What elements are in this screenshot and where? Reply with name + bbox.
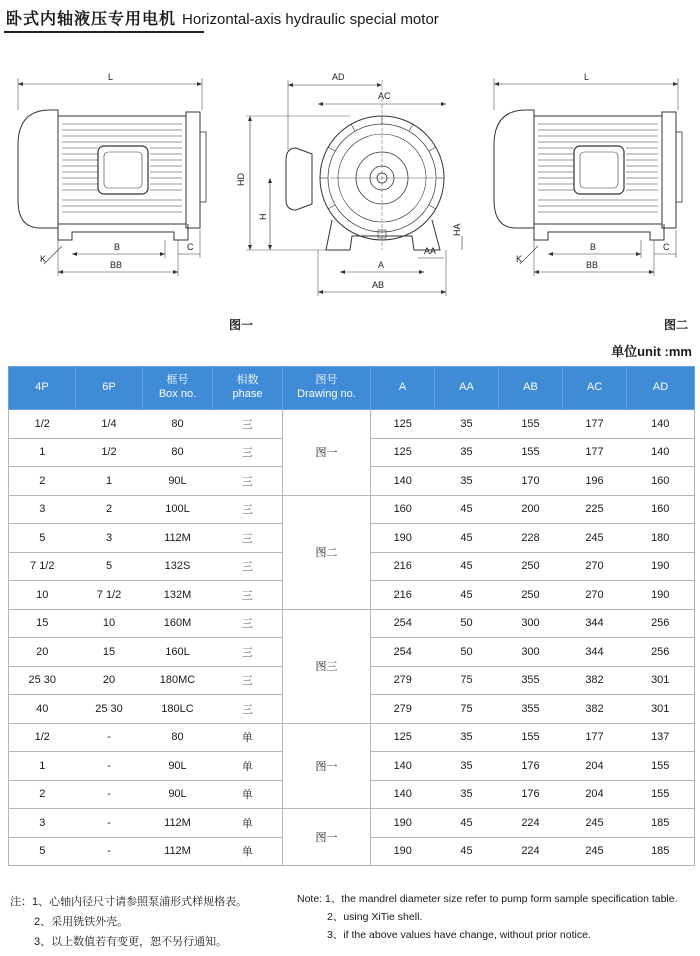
title-en: Horizontal-axis hydraulic special motor [182,11,439,28]
drawing-no-cell: 图三 [283,609,371,723]
cell-aa: 45 [435,837,499,866]
cell-a: 254 [371,638,435,667]
dim-AA: AA [424,246,437,256]
cell-ab: 300 [499,638,563,667]
cell-p4: 3 [9,809,76,838]
note-cn-2: 2、采用铣铁外壳。 [34,916,129,928]
cell-ac: 344 [563,638,627,667]
cell-ad: 160 [627,467,695,496]
cell-aa: 50 [435,638,499,667]
cell-p4: 10 [9,581,76,610]
cell-ab: 250 [499,581,563,610]
cell-p6: 1 [76,467,143,496]
cell-a: 216 [371,552,435,581]
cell-aa: 35 [435,780,499,809]
cell-p4: 40 [9,695,76,724]
dim-B-left: B [114,242,121,252]
dim-B-right: B [590,242,597,252]
cell-p6: 1/4 [76,410,143,439]
column-header: 相数 phase [213,367,283,410]
cell-p6: 20 [76,666,143,695]
dim-A: A [378,260,385,270]
cell-ab: 170 [499,467,563,496]
cell-ad: 190 [627,552,695,581]
cell-phase: 三 [213,609,283,638]
column-header: 框号 Box no. [143,367,213,410]
table-row [9,609,695,638]
cell-ac: 245 [563,809,627,838]
table-row [9,809,695,838]
cell-ad: 185 [627,809,695,838]
cell-box: 80 [143,723,213,752]
cell-ad: 190 [627,581,695,610]
cell-ab: 176 [499,752,563,781]
cell-p4: 1/2 [9,410,76,439]
cell-p6: 7 1/2 [76,581,143,610]
cell-phase: 三 [213,666,283,695]
cell-aa: 45 [435,809,499,838]
cell-ac: 245 [563,837,627,866]
notes-en [297,890,678,944]
cell-ad: 155 [627,780,695,809]
spec-table [8,366,695,866]
cell-box: 132M [143,581,213,610]
dim-AD: AD [332,72,345,82]
cell-a: 190 [371,837,435,866]
cell-phase: 单 [213,837,283,866]
cell-p4: 1 [9,752,76,781]
cell-phase: 三 [213,524,283,553]
cell-p4: 5 [9,837,76,866]
cell-ac: 204 [563,752,627,781]
cell-a: 140 [371,467,435,496]
cell-ac: 196 [563,467,627,496]
table-row [9,723,695,752]
note-en-1: Note: 1、the mandrel diameter size refer to pump form sample specification table. [297,893,678,905]
side-view-left [18,72,206,276]
dim-BB-right: BB [586,260,599,270]
cell-phase: 单 [213,780,283,809]
cell-aa: 45 [435,581,499,610]
table-row [9,495,695,524]
cell-phase: 三 [213,495,283,524]
cell-ad: 180 [627,524,695,553]
cell-ab: 300 [499,609,563,638]
page-title [6,6,439,29]
cell-a: 140 [371,752,435,781]
cell-box: 112M [143,837,213,866]
note-cn-3: 3、以上数值若有变更，恕不另行通知。 [34,936,228,948]
cell-ab: 176 [499,780,563,809]
cell-p6: 2 [76,495,143,524]
cell-ac: 382 [563,666,627,695]
cell-a: 216 [371,581,435,610]
drawing-no-cell: 图二 [283,495,371,609]
cell-p4: 2 [9,780,76,809]
cell-p6: - [76,809,143,838]
cell-box: 90L [143,780,213,809]
cell-phase: 三 [213,638,283,667]
cell-ac: 177 [563,723,627,752]
figure-1-label: 图一 [229,318,254,332]
cell-ac: 177 [563,410,627,439]
cell-aa: 75 [435,695,499,724]
unit-label: 单位unit :mm [611,344,692,359]
cell-box: 80 [143,438,213,467]
cell-p4: 25 30 [9,666,76,695]
cell-box: 132S [143,552,213,581]
cell-a: 125 [371,438,435,467]
dim-AB: AB [372,280,385,290]
cell-phase: 单 [213,723,283,752]
cell-ad: 140 [627,410,695,439]
drawing-no-cell: 图一 [283,410,371,496]
cell-ad: 301 [627,666,695,695]
cell-ad: 137 [627,723,695,752]
column-header: A [371,367,435,410]
cell-p6: 15 [76,638,143,667]
cell-p6: 25 30 [76,695,143,724]
cell-aa: 35 [435,410,499,439]
cell-box: 160L [143,638,213,667]
cell-ab: 355 [499,695,563,724]
column-header: AA [435,367,499,410]
cell-a: 190 [371,809,435,838]
cell-ab: 250 [499,552,563,581]
cell-ac: 225 [563,495,627,524]
cell-aa: 35 [435,723,499,752]
cell-a: 254 [371,609,435,638]
cell-a: 125 [371,723,435,752]
cell-p4: 20 [9,638,76,667]
cell-ac: 270 [563,581,627,610]
dim-C-right: C [663,242,670,252]
cell-a: 279 [371,695,435,724]
dim-H: H [258,213,268,220]
cell-a: 125 [371,410,435,439]
cell-ab: 155 [499,723,563,752]
cell-ab: 355 [499,666,563,695]
cell-aa: 45 [435,552,499,581]
title-cn: 卧式内轴液压专用电机 [6,11,177,28]
cell-ad: 256 [627,638,695,667]
dim-BB-left: BB [110,260,123,270]
cell-ab: 224 [499,809,563,838]
front-view [236,72,462,296]
cell-ac: 382 [563,695,627,724]
cell-a: 279 [371,666,435,695]
cell-p6: - [76,837,143,866]
cell-box: 160M [143,609,213,638]
dim-L-right: L [584,72,590,82]
cell-ad: 256 [627,609,695,638]
cell-phase: 三 [213,552,283,581]
column-header: 4P [9,367,76,410]
cell-p4: 5 [9,524,76,553]
cell-a: 190 [371,524,435,553]
cell-p6: - [76,723,143,752]
cell-ab: 155 [499,410,563,439]
cell-aa: 35 [435,438,499,467]
cell-p6: 5 [76,552,143,581]
cell-p6: 10 [76,609,143,638]
cell-aa: 45 [435,495,499,524]
cell-box: 90L [143,752,213,781]
cell-p4: 15 [9,609,76,638]
drawing-no-cell: 图一 [283,723,371,809]
dim-C-left: C [187,242,194,252]
cell-aa: 35 [435,467,499,496]
cell-p6: 3 [76,524,143,553]
cell-phase: 三 [213,581,283,610]
drawing-no-cell: 图一 [283,809,371,866]
cell-p6: - [76,752,143,781]
dim-AC: AC [378,91,391,101]
cell-phase: 单 [213,809,283,838]
dim-HA: HA [452,223,462,236]
note-en-2: 2、using XiTie shell. [327,911,423,923]
cell-p4: 1/2 [9,723,76,752]
column-header: AD [627,367,695,410]
cell-box: 100L [143,495,213,524]
note-en-3: 3、if the above values have change, without prior notice. [327,929,591,941]
dim-L: L [108,72,114,82]
cell-ac: 344 [563,609,627,638]
column-header: 图号 Drawing no. [283,367,371,410]
cell-box: 112M [143,809,213,838]
cell-p4: 1 [9,438,76,467]
notes-cn [10,892,247,952]
figure-2-label: 图二 [664,318,689,332]
cell-box: 112M [143,524,213,553]
cell-box: 90L [143,467,213,496]
cell-ad: 301 [627,695,695,724]
side-view-right [494,72,682,276]
cell-aa: 50 [435,609,499,638]
table-header-row [9,367,695,410]
cell-ab: 228 [499,524,563,553]
cell-a: 140 [371,780,435,809]
cell-ab: 200 [499,495,563,524]
dim-K-right: K [516,254,523,264]
column-header: 6P [76,367,143,410]
cell-phase: 三 [213,438,283,467]
cell-ac: 177 [563,438,627,467]
title-underline [4,31,204,33]
cell-ad: 185 [627,837,695,866]
table-row [9,410,695,439]
column-header: AB [499,367,563,410]
dim-K-left: K [40,254,47,264]
cell-p4: 2 [9,467,76,496]
cell-aa: 45 [435,524,499,553]
cell-p4: 7 1/2 [9,552,76,581]
cell-box: 180LC [143,695,213,724]
note-cn-1: 注：1、心轴内径尺寸请参照泵浦形式样规格表。 [10,896,248,908]
cell-phase: 三 [213,410,283,439]
cell-box: 180MC [143,666,213,695]
cell-a: 160 [371,495,435,524]
motor-drawings [0,50,700,310]
cell-ab: 224 [499,837,563,866]
cell-ac: 270 [563,552,627,581]
cell-phase: 三 [213,467,283,496]
cell-ab: 155 [499,438,563,467]
cell-phase: 三 [213,695,283,724]
cell-box: 80 [143,410,213,439]
cell-ad: 160 [627,495,695,524]
cell-ac: 204 [563,780,627,809]
dim-HD: HD [236,173,246,186]
cell-p4: 3 [9,495,76,524]
cell-ad: 140 [627,438,695,467]
cell-p6: - [76,780,143,809]
cell-aa: 75 [435,666,499,695]
column-header: AC [563,367,627,410]
cell-aa: 35 [435,752,499,781]
cell-ac: 245 [563,524,627,553]
cell-ad: 155 [627,752,695,781]
cell-p6: 1/2 [76,438,143,467]
cell-phase: 单 [213,752,283,781]
